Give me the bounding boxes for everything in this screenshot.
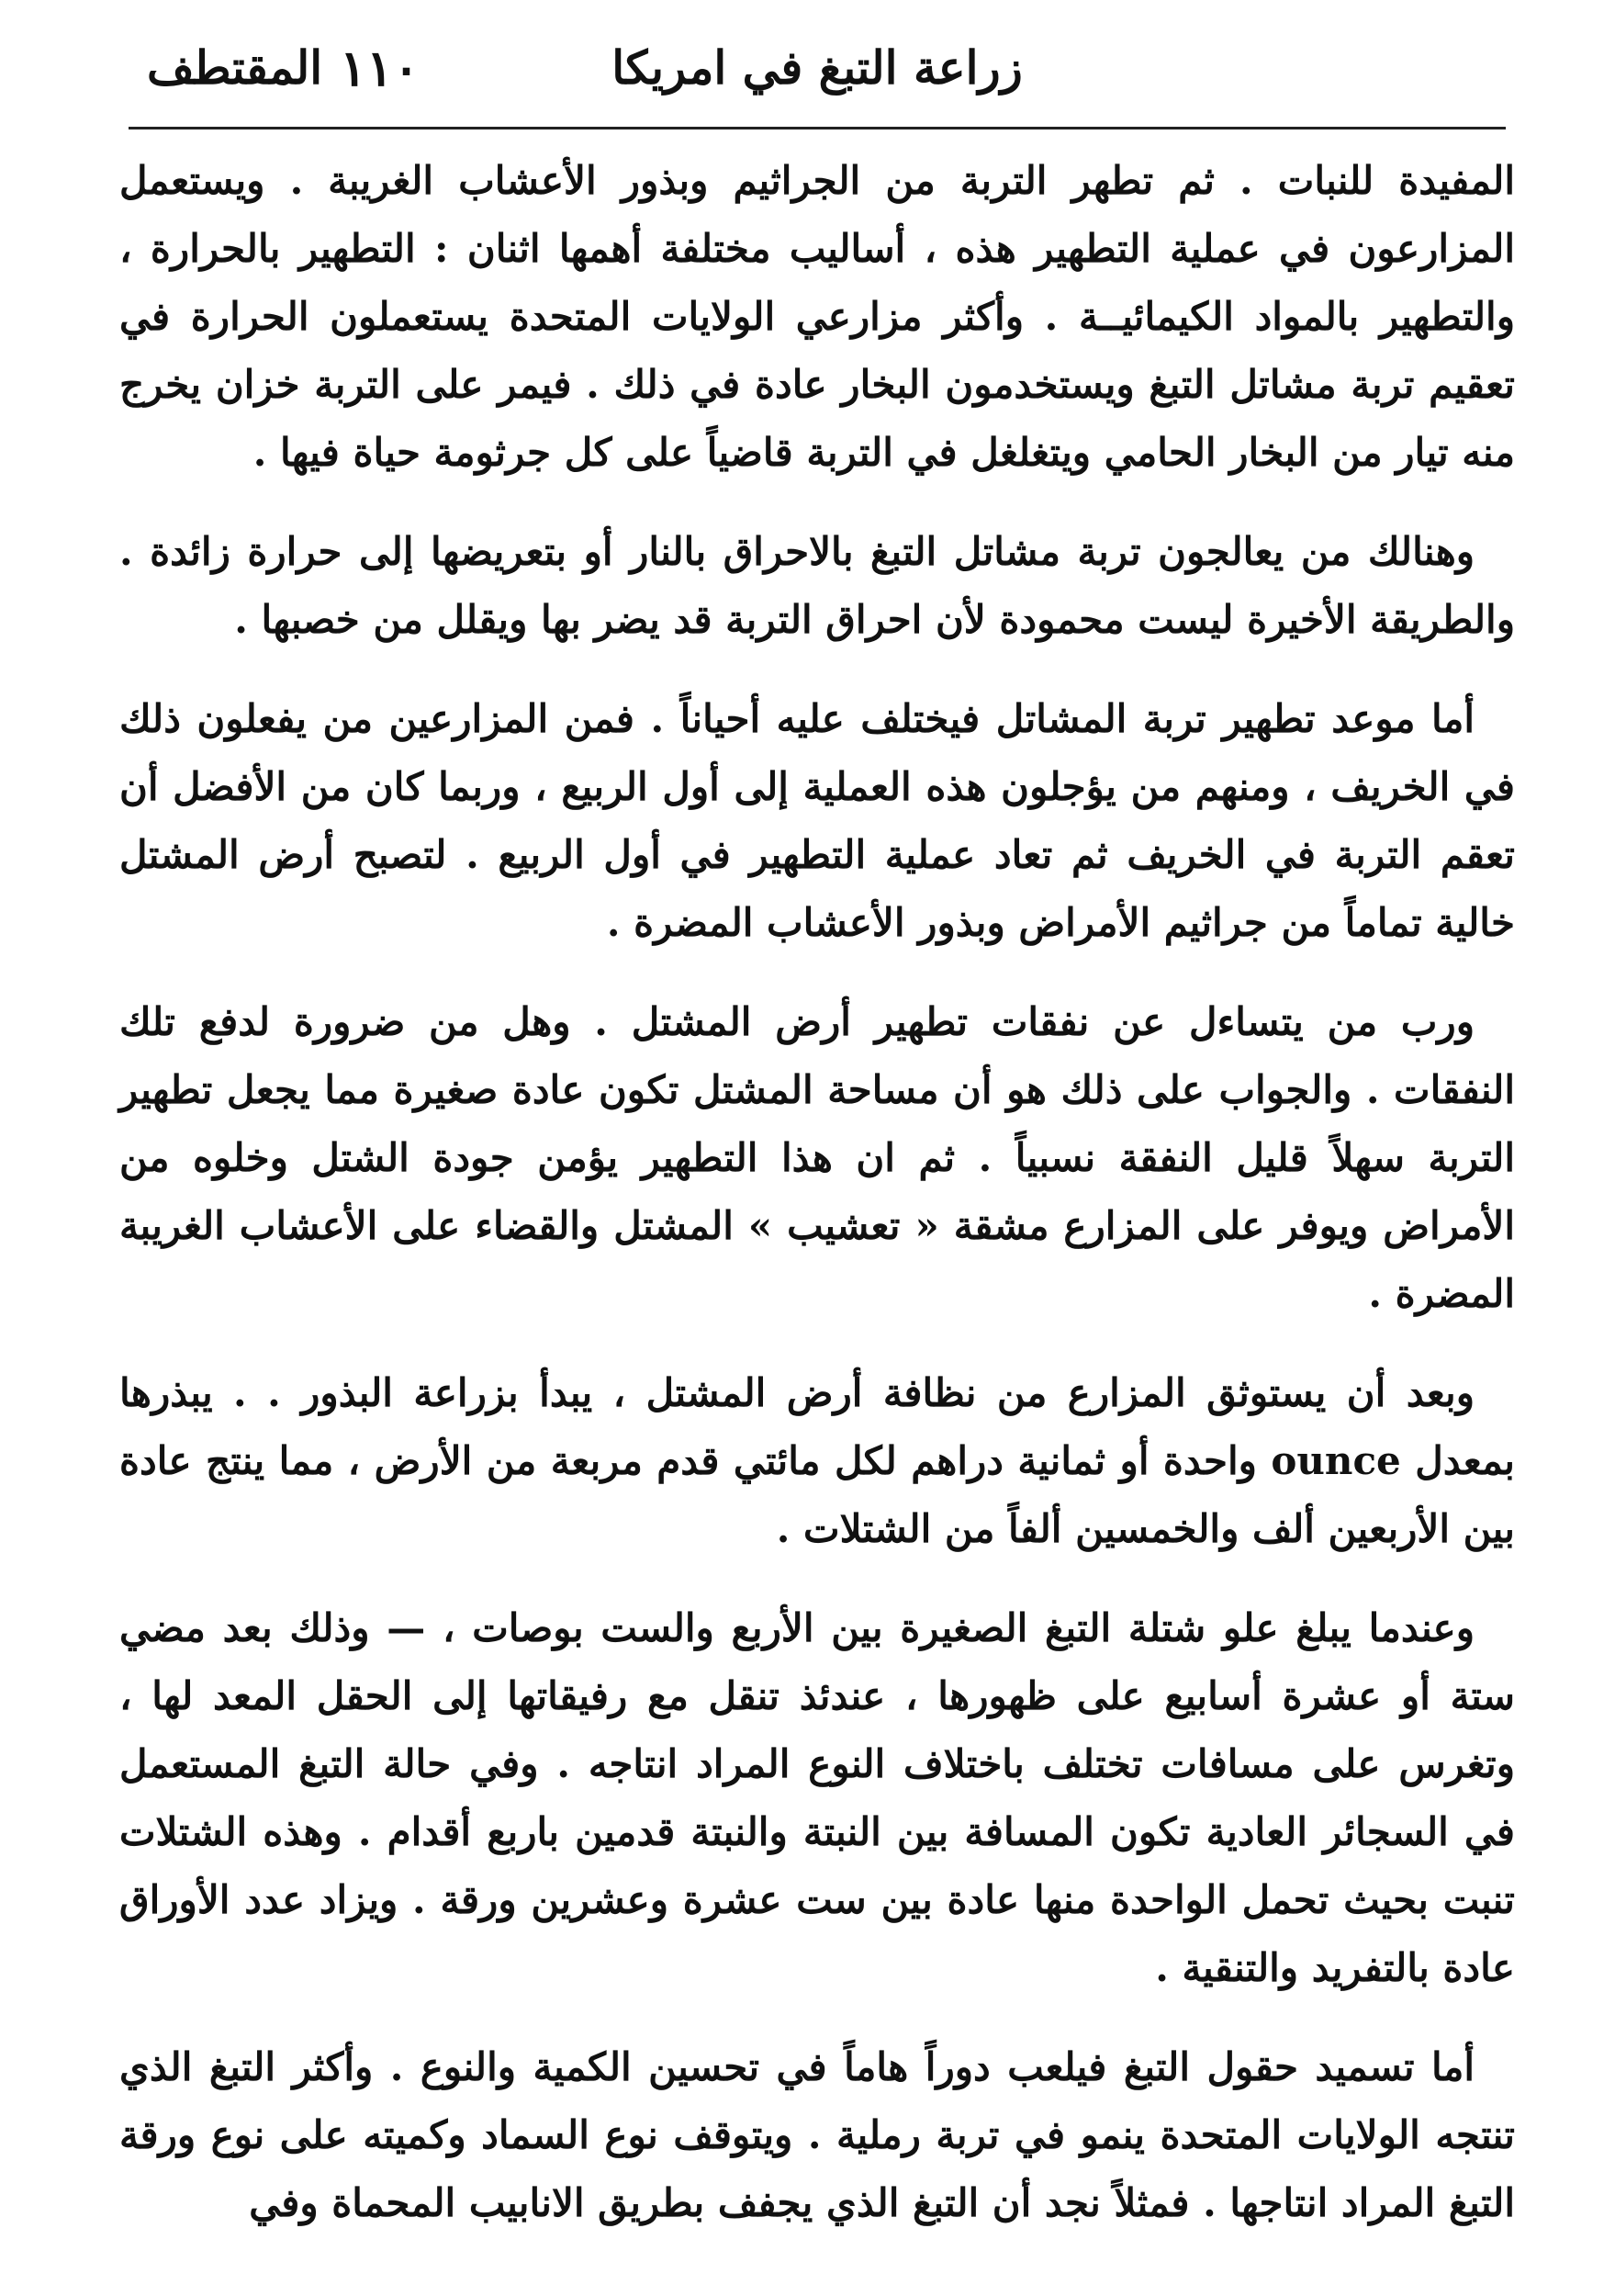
article-body: [119, 147, 1515, 2268]
running-title: زراعة التبغ في امريكا: [611, 40, 1023, 95]
paragraph: ورب من يتساءل عن نفقات تطهير أرض المشتل . وهل من ضرورة لدفع تلك النفقات . والجواب على ذلك هو أن مساحة المشتل تكون عادة صغيرة مما يجعل تطهير التربة سهلاً قليل النفقة نسبياً . ثم ان هذا التطهير يؤمن جودة الشتل وخلوه من الأمراض ويوفر على المزارع مشقة « تعشيب » المشتل والقضاء على الأعشاب الغريبة المضرة .: [119, 999, 1515, 1316]
magazine-name: المقتطف: [147, 40, 323, 95]
paragraph: أما موعد تطهير تربة المشاتل فيختلف عليه أحياناً . فمن المزارعين من يفعلون ذلك في الخريف ، ومنهم من يؤجلون هذه العملية إلى أول الربيع ، وربما كان من الأفضل أن تعقم التربة في الخريف ثم تعاد عملية التطهير في أول الربيع . لتصبح أرض المشتل خالية تماماً من جراثيم الأمراض وبذور الأعشاب المضرة .: [119, 696, 1515, 945]
paragraph: المفيدة للنبات . ثم تطهر التربة من الجراثيم وبذور الأعشاب الغريبة . ويستعمل المزارعون في عملية التطهير هذه ، أساليب مختلفة أهمها اثنان : التطهير بالحرارة ، والتطهير بالمواد الكيمائيــة . وأكثر مزارعي الولايات المتحدة يستعملون الحرارة في تعقيم تربة مشاتل التبغ ويستخدمون البخار عادة في ذلك . فيمر على التربة خزان يخرج منه تيار من البخار الحامي ويتغلغل في التربة قاضياً على كل جرثومة حياة فيها .: [119, 158, 1515, 475]
header-rule: [129, 127, 1506, 129]
running-header: [129, 37, 1506, 119]
page-number: ١١٠: [340, 39, 421, 97]
paragraph: أما تسميد حقول التبغ فيلعب دوراً هاماً في تحسين الكمية والنوع . وأكثر التبغ الذي تنتجه الولايات المتحدة ينمو في تربة رملية . ويتوقف نوع السماد وكميته على نوع ورقة التبغ المراد انتاجها . فمثلاً نجد أن التبغ الذي يجفف بطريق الانابيب المحماة وفي: [119, 2044, 1515, 2225]
paragraph: وعندما يبلغ علو شتلة التبغ الصغيرة بين الأربع والست بوصات ، — وذلك بعد مضي ستة أو عشرة أسابيع على ظهورها ، عندئذ تنقل مع رفيقاتها إلى الحقل المعد لها ، وتغرس على مسافات تختلف باختلاف النوع المراد انتاجه . وفي حالة التبغ المستعمل في السجائر العادية تكون المسافة بين النبتة والنبتة قدمين باربع أقدام . وهذه الشتلات تنبت بحيث تحمل الواحدة منها عادة بين ست عشرة وعشرين ورقة . ويزاد عدد الأوراق عادة بالتفريد والتنقية .: [119, 1605, 1515, 1990]
paragraph: وبعد أن يستوثق المزارع من نظافة أرض المشتل ، يبدأ بزراعة البذور . . يبذرها بمعدل ounce واحدة أو ثمانية دراهم لكل مائتي قدم مربعة من الأرض ، مما ينتج عادة بين الأربعين ألف والخمسين ألفاً من الشتلات .: [119, 1370, 1515, 1551]
paragraph: وهنالك من يعالجون تربة مشاتل التبغ بالاحراق بالنار أو بتعريضها إلى حرارة زائدة . والطريقة الأخيرة ليست محمودة لأن احراق التربة قد يضر بها ويقلل من خصبها .: [119, 529, 1515, 642]
